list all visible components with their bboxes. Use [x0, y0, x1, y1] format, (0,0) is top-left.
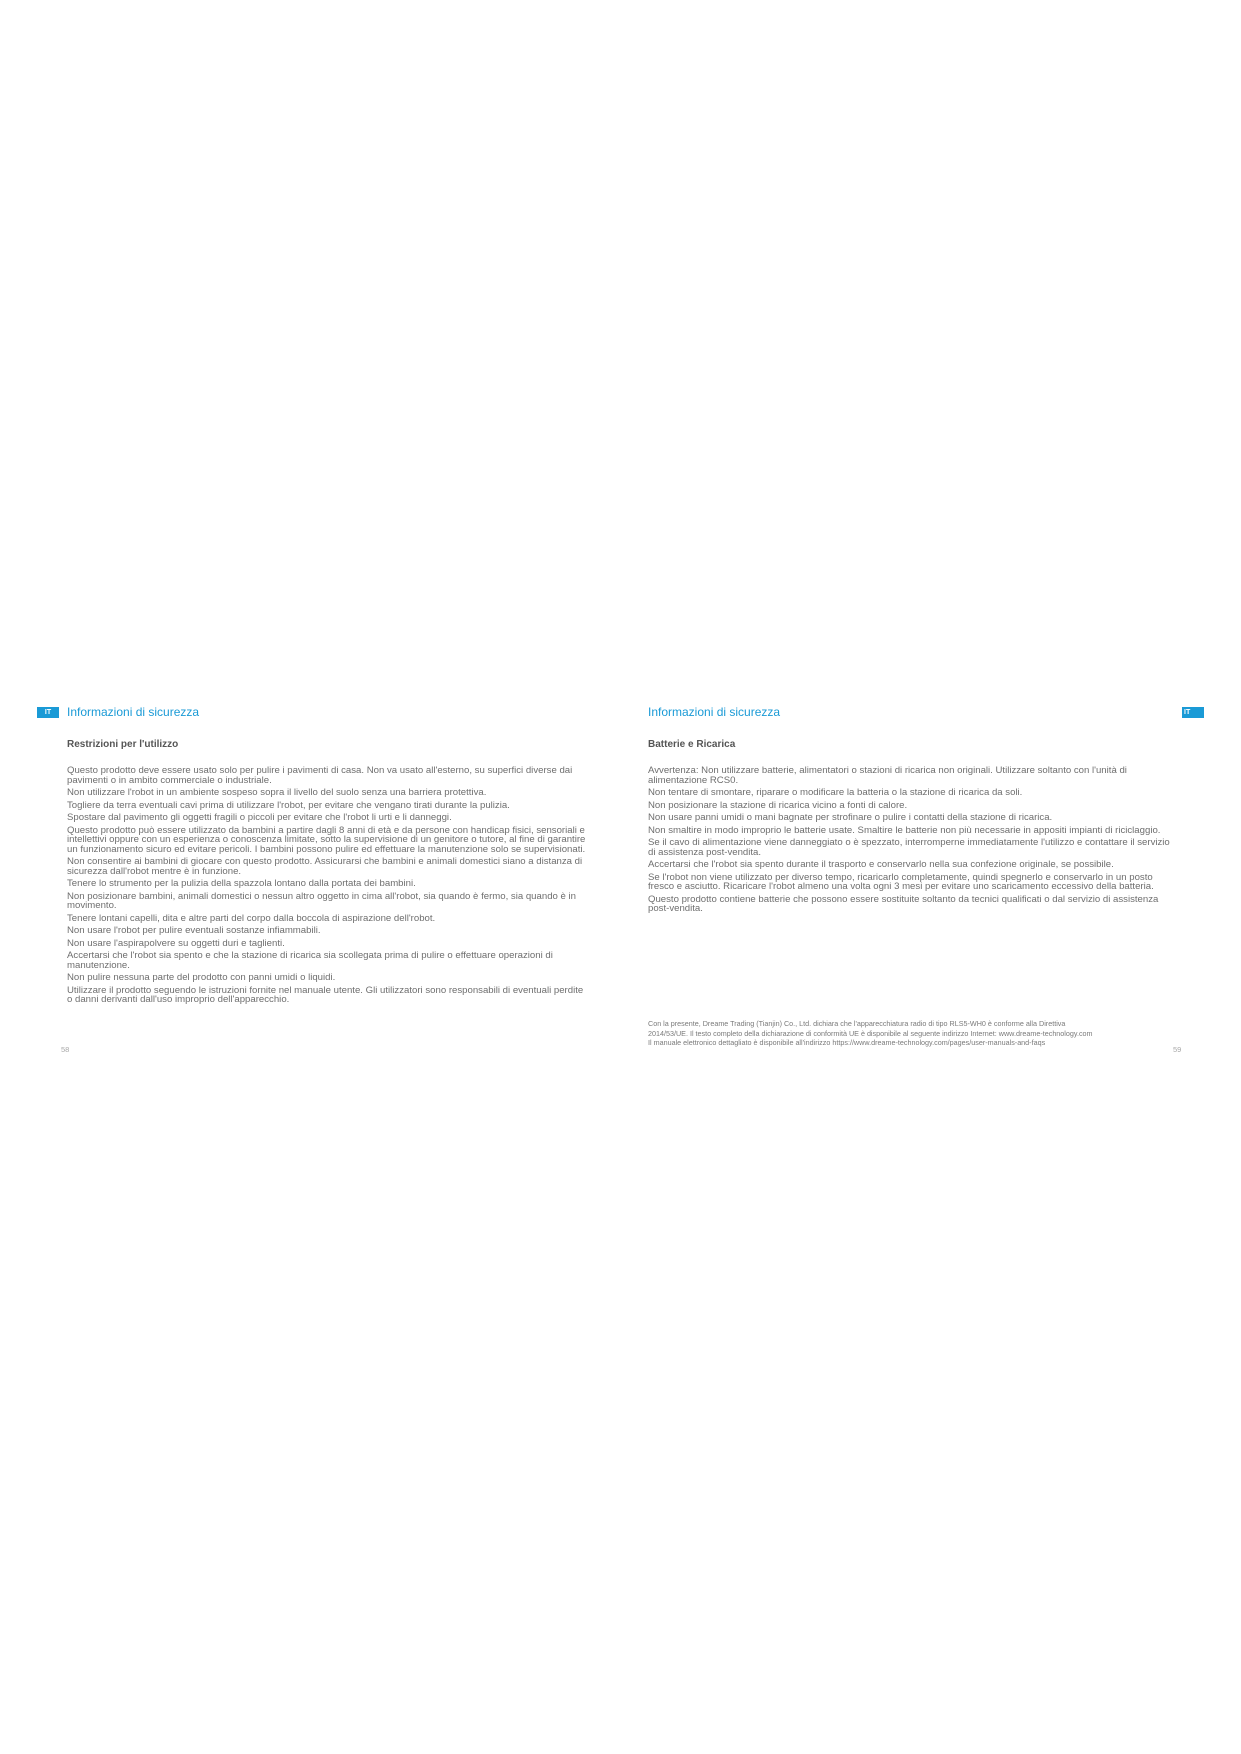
- list-item: Non consentire ai bambini di giocare con questo prodotto. Assicurarsi che bambini e animali domestici siano a distanza di sicurezza dall'robot mentre è in funzione.: [67, 856, 583, 877]
- declaration-line: Con la presente, Dreame Trading (Tianjin) Co., Ltd. dichiara che l'apparecchiatura radio di tipo RLS5-WH0 è conforme alla Direttiva: [648, 1019, 1066, 1028]
- list-item: Questo prodotto deve essere usato solo per pulire i pavimenti di casa. Non va usato all'esterno, su superfici diverse dai pavimenti o in ambito commerciale o industriale.: [67, 765, 573, 786]
- usage-restrictions-list: [67, 766, 591, 1008]
- page-number-right: 59: [1173, 1045, 1182, 1054]
- list-item: Togliere da terra eventuali cavi prima di utilizzare l'robot, per evitare che vengano tirati durante la pulizia.: [67, 799, 510, 811]
- list-item: Non smaltire in modo improprio le batterie usate. Smaltire le batterie non più necessarie in appositi impianti di riciclaggio.: [648, 824, 1161, 836]
- language-tab-left: IT: [37, 707, 59, 718]
- declaration-line: 2014/53/UE. Il testo completo della dichiarazione di conformità UE è disponibile al seguente indirizzo Internet: www.dreame-technology.com: [648, 1028, 1093, 1038]
- list-item: Se l'robot non viene utilizzato per diverso tempo, ricaricarlo completamente, quindi spegnerlo e conservarlo in un posto fresco e asciutto. Ricaricare l'robot almeno una volta ogni 3 mesi per evitare uno scaricamento eccessivo della batteria.: [648, 871, 1154, 892]
- list-item: Non usare l'aspirapolvere su oggetti duri e taglienti.: [67, 937, 285, 949]
- declaration-line: Il manuale elettronico dettagliato è disponibile all'indirizzo https://www.dreame-technology.com/pages/user-manuals-and-faqs: [648, 1038, 1046, 1047]
- battery-charging-list: [648, 766, 1172, 917]
- list-item: Questo prodotto può essere utilizzato da bambini a partire dagli 8 anni di età e da persone con handicap fisici, sensoriali e intellettivi oppure con un esperienza o conoscenza limitate, sotto la supervisione di un genitore o tutore, al fine di garantire un funzionamento sicuro ed evitare pericoli. I bambini possono pulire ed effettuare la manutenzione solo se supervisionati.: [67, 824, 586, 855]
- conformity-declaration: [648, 1019, 1168, 1048]
- list-item: Questo prodotto contiene batterie che possono essere sostituite soltanto da tecnici qualificati o dal servizio di assistenza post-vendita.: [648, 893, 1159, 914]
- list-item: Accertarsi che l'robot sia spento e che la stazione di ricarica sia scollegata prima di pulire o effettuare operazioni di manutenzione.: [67, 950, 553, 971]
- section-title-right: Informazioni di sicurezza: [648, 705, 781, 719]
- subtitle-battery-charging: Batterie e Ricarica: [648, 739, 736, 750]
- list-item: Tenere lontani capelli, dita e altre parti del corpo dalla boccola di aspirazione dell'robot.: [67, 912, 436, 924]
- section-title-left: Informazioni di sicurezza: [67, 705, 200, 719]
- list-item: Non usare panni umidi o mani bagnate per strofinare o pulire i contatti della stazione di ricarica.: [648, 812, 1053, 823]
- list-item: Avvertenza: Non utilizzare batterie, alimentatori o stazioni di ricarica non originali. Utilizzare soltanto con l'unità di alimentazione RCS0.: [648, 765, 1127, 786]
- list-item: Non posizionare la stazione di ricarica vicino a fonti di calore.: [648, 799, 908, 811]
- list-item: Non utilizzare l'robot in un ambiente sospeso sopra il livello del suolo senza una barriera protettiva.: [67, 787, 487, 798]
- page-number-left: 58: [61, 1045, 70, 1054]
- subtitle-usage-restrictions: Restrizioni per l'utilizzo: [67, 739, 179, 750]
- list-item: Non posizionare bambini, animali domestici o nessun altro oggetto in cima all'robot, sia quando è fermo, sia quando è in movimento.: [67, 890, 576, 911]
- list-item: Non tentare di smontare, riparare o modificare la batteria o la stazione di ricarica da soli.: [648, 787, 1023, 798]
- list-item: Se il cavo di alimentazione viene danneggiato o è spezzato, interromperne immediatamente l'utilizzo e contattare il servizio di assistenza post-vendita.: [648, 837, 1170, 858]
- list-item: Utilizzare il prodotto seguendo le istruzioni fornite nel manuale utente. Gli utilizzatori sono responsabili di eventuali perdite o danni derivanti dall'uso improprio dell'apparecchio.: [67, 984, 584, 1005]
- language-tab-right: IT: [1182, 707, 1204, 718]
- list-item: Non usare l'robot per pulire eventuali sostanze infiammabili.: [67, 925, 321, 936]
- list-item: Tenere lo strumento per la pulizia della spazzola lontano dalla portata dei bambini.: [67, 878, 416, 889]
- list-item: Spostare dal pavimento gli oggetti fragili o piccoli per evitare che l'robot li urti e li danneggi.: [67, 812, 452, 823]
- list-item: Accertarsi che l'robot sia spento durante il trasporto e conservarlo nella sua confezione originale, se possibile.: [648, 859, 1114, 870]
- list-item: Non pulire nessuna parte del prodotto con panni umidi o liquidi.: [67, 972, 336, 983]
